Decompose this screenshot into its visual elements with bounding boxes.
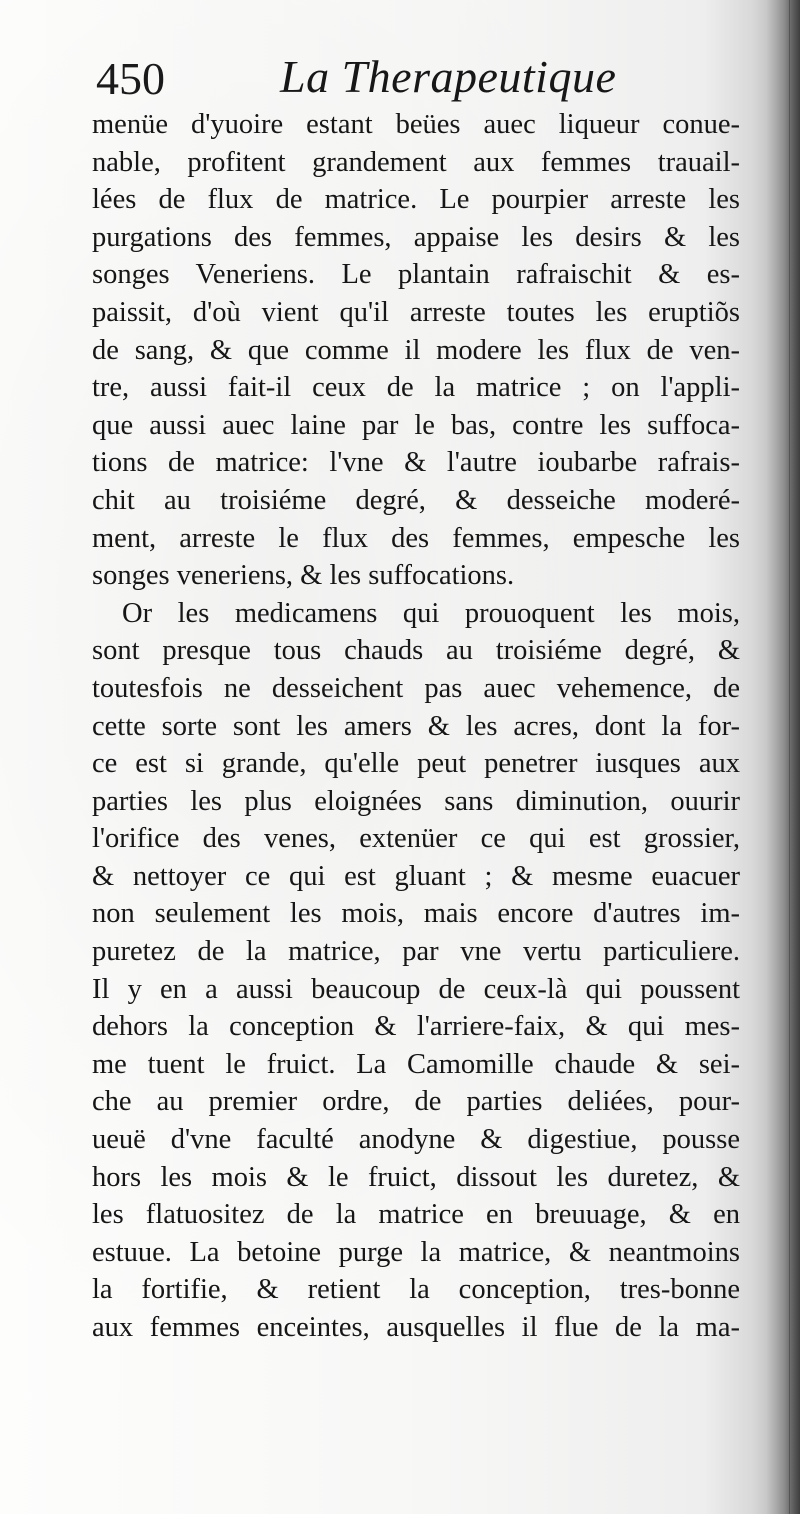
text-line: toutesfois ne desseichent pas auec vehemence, de [92,672,740,704]
text-line: songes veneriens, & les suffocations. [92,560,515,592]
text-line: ueuë d'vne faculté anodyne & digestiue, pousse [92,1124,740,1156]
text-line: sont presque tous chauds au troisiéme degré, & [92,635,740,667]
text-line: ce est si grande, qu'elle peut penetrer iusques aux [92,748,740,780]
gutter-shadow [766,0,800,1514]
text-line: la fortifie, & retient la conception, tres-bonne [92,1274,740,1306]
text-line: paissit, d'où vient qu'il arreste toutes les eruptiõs [92,296,740,328]
text-line: ment, arreste le flux des femmes, empesche les [92,522,740,554]
text-line: lées de flux de matrice. Le pourpier arreste les [92,184,740,216]
text-line: parties les plus eloignées sans diminution, ouurir [92,785,740,817]
text-line: hors les mois & le fruict, dissout les duretez, & [92,1161,740,1193]
text-line: menüe d'yuoire estant beües auec liqueur conue- [92,109,740,140]
text-line: non seulement les mois, mais encore d'autres im- [92,898,740,930]
running-title: La Therapeutique [280,51,617,102]
text-line: l'orifice des venes, extenüer ce qui est grossier, [92,823,740,855]
text-line: cette sorte sont les amers & les acres, dont la for- [92,710,740,742]
text-line: Il y en a aussi beaucoup de ceux-là qui poussent [92,973,740,1005]
text-line: puretez de la matrice, par vne vertu particuliere. [92,936,740,968]
text-line: chit au troisiéme degré, & desseiche moderé- [92,484,740,516]
text-line: che au premier ordre, de parties deliées, pour- [92,1086,740,1118]
text-line: & nettoyer ce qui est gluant ; & mesme euacuer [92,860,740,892]
page-header [96,46,746,108]
text-line: les flatuositez de la matrice en breuuage, & en [92,1199,740,1231]
text-line: aux femmes enceintes, ausquelles il flue de la ma- [92,1312,740,1343]
text-line: nable, profitent grandement aux femmes trauail- [92,146,740,178]
text-line: me tuent le fruict. La Camomille chaude & sei- [92,1048,740,1080]
text-line: estuue. La betoine purge la matrice, & neantmoins [92,1236,740,1268]
text-line: purgations des femmes, appaise les desirs & les [92,221,740,253]
text-line: que aussi auec laine par le bas, contre les suffoca- [92,409,740,441]
text-line: dehors la conception & l'arriere-faix, & qui mes- [92,1011,740,1043]
text-line: de sang, & que comme il modere les flux de ven- [92,334,740,366]
text-line: tre, aussi fait-il ceux de la matrice ; on l'appli- [92,372,740,404]
page-number: 450 [96,53,165,104]
text-line: tions de matrice: l'vne & l'autre ioubarbe rafrais- [92,447,740,479]
text-line: songes Veneriens. Le plantain rafraischit & es- [92,259,740,291]
text-line: Or les medicamens qui prouoquent les mois, [122,597,740,629]
body-text [92,106,740,1347]
